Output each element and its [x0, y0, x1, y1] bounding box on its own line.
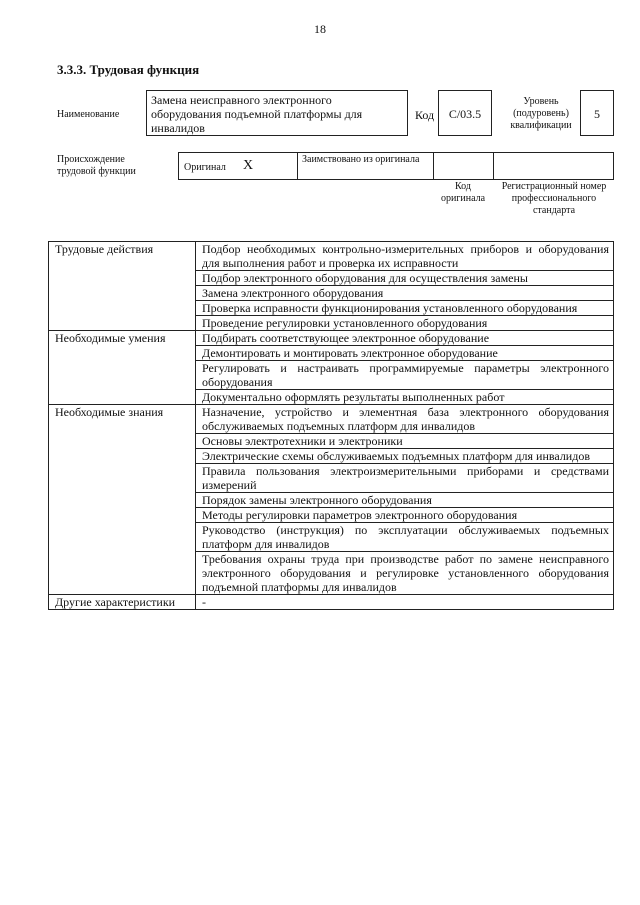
table-cell: Подбирать соответствующее электронное оборудование	[196, 331, 614, 346]
name-label: Наименование	[57, 109, 120, 120]
table-cell: Руководство (инструкция) по эксплуатации обслуживаемых подъемных платформ для инвалидов	[196, 523, 614, 552]
table-cell: Правила пользования электроизмерительными приборами и средствами измерений	[196, 464, 614, 493]
borrowed-box	[297, 152, 434, 180]
row-label: Необходимые умения	[49, 331, 196, 405]
row-label: Другие характеристики	[49, 595, 196, 610]
table-row	[49, 242, 614, 271]
page-number: 18	[314, 22, 326, 36]
table-cell: Требования охраны труда при производстве работ по замене неисправного электронного оборудования и регулировке установленного оборудования подъемной платформы для инвалидов	[196, 552, 614, 595]
table-cell: Проверка исправности функционирования установленного оборудования	[196, 301, 614, 316]
reg-number-box	[493, 152, 614, 180]
row-label: Трудовые действия	[49, 242, 196, 331]
borrowed-label: Заимствовано из оригинала	[302, 154, 420, 165]
function-table	[48, 241, 614, 610]
origin-label: Происхождение трудовой функции	[57, 154, 136, 177]
table-cell: Основы электротехники и электроники	[196, 434, 614, 449]
level-value-box	[580, 90, 614, 136]
section-title: 3.3.3. Трудовая функция	[57, 62, 200, 77]
code-value: C/03.5	[448, 107, 482, 121]
code-label: Код	[415, 108, 435, 122]
original-mark: X	[243, 158, 254, 173]
table-row	[49, 405, 614, 434]
table-cell: Порядок замены электронного оборудования	[196, 493, 614, 508]
table-cell: Подбор необходимых контрольно-измерительных приборов и оборудования для выполнения работ и проверка их исправности	[196, 242, 614, 271]
original-box	[178, 152, 298, 180]
table-cell: Методы регулировки параметров электронного оборудования	[196, 508, 614, 523]
name-value: Замена неисправного электронного оборудования подъемной платформы для инвалидов	[151, 93, 363, 135]
level-value: 5	[594, 107, 600, 121]
row-label: Необходимые знания	[49, 405, 196, 595]
table-cell: Демонтировать и монтировать электронное оборудование	[196, 346, 614, 361]
code-value-box	[438, 90, 492, 136]
table-cell: Документально оформлять результаты выполненных работ	[196, 390, 614, 405]
origin-code-box	[433, 152, 494, 180]
table-cell: Подбор электронного оборудования для осуществления замены	[196, 271, 614, 286]
level-label: Уровень (подуровень) квалификации	[510, 96, 572, 131]
table-cell: Проведение регулировки установленного оборудования	[196, 316, 614, 331]
original-label: Оригинал	[184, 162, 226, 173]
table-cell: Замена электронного оборудования	[196, 286, 614, 301]
origin-code-caption: Код оригинала	[440, 181, 486, 204]
name-value-box	[146, 90, 408, 136]
table-cell: Регулировать и настраивать программируемые параметры электронного оборудования	[196, 361, 614, 390]
reg-number-caption: Регистрационный номер профессионального стандарта	[501, 181, 607, 216]
table-cell: -	[196, 595, 614, 610]
table-row	[49, 331, 614, 346]
table-row	[49, 595, 614, 610]
table-cell: Электрические схемы обслуживаемых подъемных платформ для инвалидов	[196, 449, 614, 464]
table-cell: Назначение, устройство и элементная база электронного оборудования обслуживаемых подъемных платформ для инвалидов	[196, 405, 614, 434]
